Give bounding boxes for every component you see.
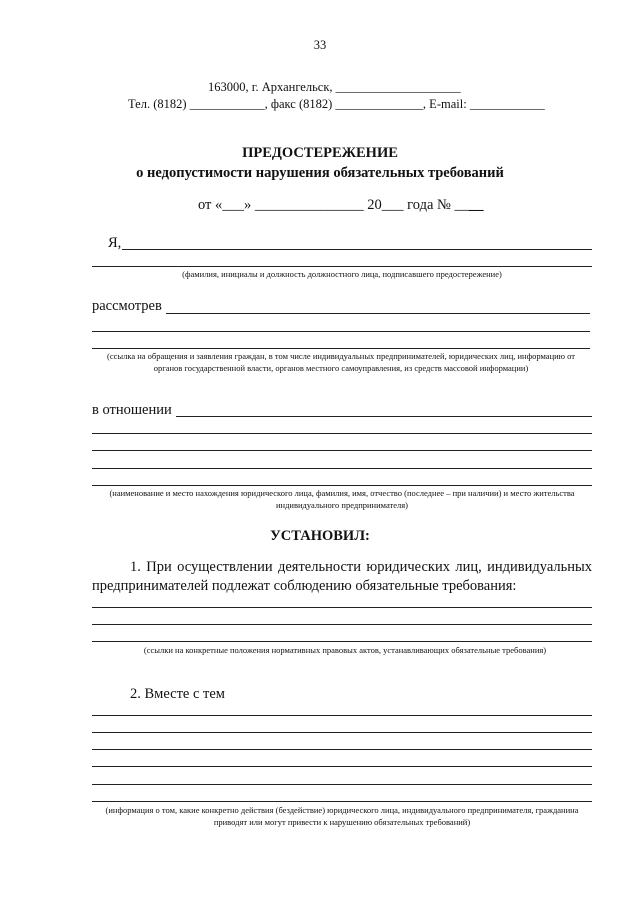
point-1-text: 1. При осуществлении деятельности юридических лиц, индивидуальных предпринимателей подлежат соблюдению обязательные требования: [92,559,592,594]
rassmotrev-label: рассмотрев [92,298,162,314]
heading-ustanovil: УСТАНОВИЛ: [270,528,370,544]
document-title: ПРЕДОСТЕРЕЖЕНИЕ [242,145,398,161]
caption-actions: (информация о том, какие конкретно действия (бездействие) юридического лица, индивидуального предпринимателя, гражданина приводят или могут привести к нарушению обязательных требований) [105,805,579,827]
document-subtitle: о недопустимости нарушения обязательных требований [136,165,504,181]
official-line-2 [92,266,592,267]
actions-line-1 [92,715,592,716]
date-line-text: от «___» _______________ 20___ года № __ [198,197,469,213]
v-otnoshenii-label: в отношении [92,402,172,418]
official-line-1 [122,249,592,250]
sources-line-3 [92,348,590,349]
sources-line-2 [92,331,590,332]
caption-entity: (наименование и место нахождения юридического лица, фамилия, имя, отчество (последнее – при наличии) и место жительства индивидуального предпринимателя) [109,488,575,510]
actions-line-2 [92,732,592,733]
requirements-line-3 [92,641,592,642]
caption-official: (фамилия, инициалы и должность должностного лица, подписавшего предостережение) [182,269,502,279]
actions-line-5 [92,784,592,785]
caption-requirements: (ссылки на конкретные положения нормативных правовых актов, устанавливающих обязательные требования) [143,645,547,655]
address-line: 163000, г. Архангельск, ____________________ [208,80,461,94]
point-2-text: 2. Вместе с тем [130,686,225,702]
requirements-line-1 [92,607,592,608]
entity-line-4 [92,468,592,469]
requirements-line-2 [92,624,592,625]
actions-line-3 [92,749,592,750]
actions-line-4 [92,766,592,767]
entity-line-1 [176,416,592,417]
sources-line-1 [166,313,590,314]
contact-line: Тел. (8182) ____________, факс (8182) ______________, E-mail: ____________ [128,97,545,111]
entity-line-2 [92,433,592,434]
entity-line-5 [92,485,592,486]
caption-sources: (ссылка на обращения и заявления граждан, в том числе индивидуальных предпринимателей, юридических лиц, информацию от органов государственной власти, органов местного самоуправления, из средств массовой информации) [106,351,576,373]
ya-label: Я, [108,235,122,251]
entity-line-3 [92,450,592,451]
date-number-line [198,197,483,214]
date-line-tail: __ [468,197,484,213]
actions-line-6 [92,801,592,802]
page-number: 33 [313,38,327,52]
